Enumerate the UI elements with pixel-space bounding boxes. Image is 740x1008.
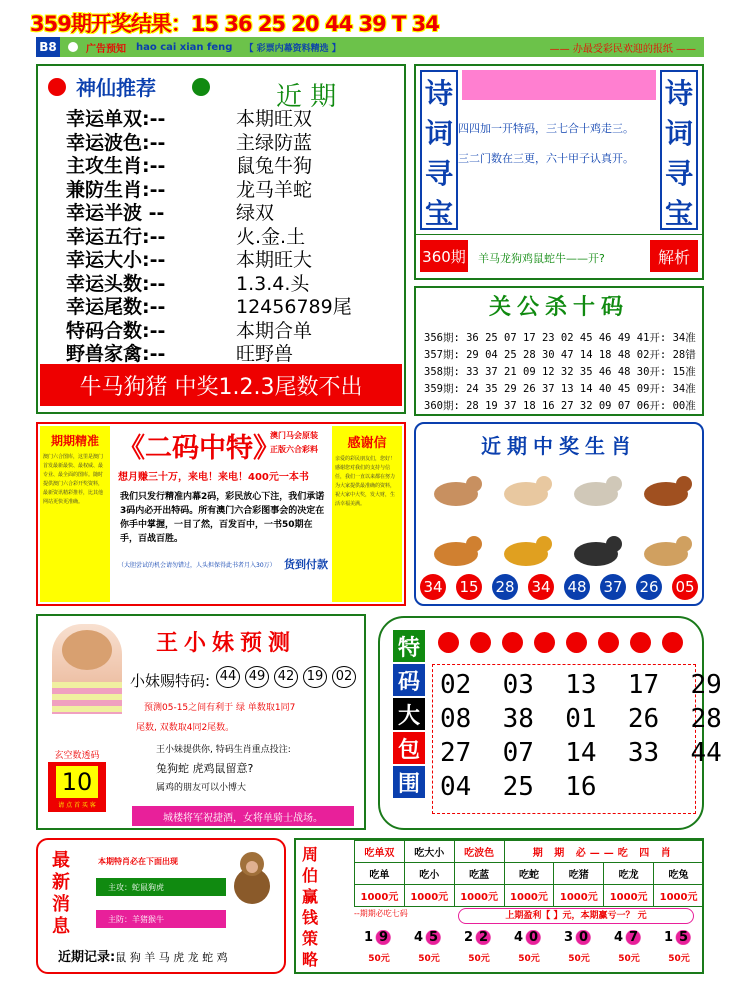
row-value: 本期合单 bbox=[236, 319, 313, 342]
col-danshuang: 吃单双 bbox=[355, 841, 405, 863]
draw-result-title: 359期开奖结果：15 36 25 20 44 39 T 34 bbox=[30, 12, 439, 36]
pink-banner bbox=[462, 70, 656, 100]
row-value: 绿双 bbox=[236, 202, 275, 224]
shenxian-banner: 牛马狗猪 中奖1.2.3尾数不出 bbox=[38, 362, 404, 408]
tema-ball bbox=[534, 632, 555, 653]
ad-pinyin: hao cai xian feng bbox=[136, 41, 233, 53]
tema-row: 02 03 13 17 29 bbox=[440, 670, 722, 700]
pick-cell: 吃猪 bbox=[554, 863, 604, 885]
poem-side-left bbox=[420, 70, 458, 230]
shenxian-row bbox=[66, 249, 313, 271]
xuan-num: 10 bbox=[56, 766, 98, 798]
xuan-sub: 请 点 首 买 客 bbox=[58, 802, 96, 809]
erma-title: 《二码中特》 bbox=[118, 433, 280, 464]
erma-left bbox=[40, 426, 110, 602]
tema-ball bbox=[566, 632, 587, 653]
zhoubo-table bbox=[354, 840, 704, 907]
row-label: 幸运头数:-- bbox=[66, 272, 166, 295]
side-char: 词 bbox=[664, 117, 693, 150]
explain-badge: 解析 bbox=[650, 240, 698, 272]
code-bet: 50元 bbox=[368, 954, 390, 964]
dot-icon bbox=[68, 42, 78, 52]
erma-body: 我们只发行精准内幕2码，彩民放心下注，我们承诺3码内必开出特码。所有澳门六合彩图事会的决定在你手中掌握，一目了然，百发百中，一书50期在手，百战百胜。 bbox=[120, 492, 325, 544]
cod-label: 货到付款 bbox=[284, 558, 328, 571]
code-bet: 50元 bbox=[518, 954, 540, 964]
news-title: 最 新 消 息 bbox=[52, 850, 70, 937]
tema-ball bbox=[438, 632, 459, 653]
code-cell bbox=[508, 930, 550, 964]
erma-side-1: 澳门马会原装 bbox=[270, 431, 318, 440]
tema-row: 08 38 01 26 28 bbox=[440, 704, 722, 734]
side-char: 诗 bbox=[424, 77, 453, 110]
xuan-box bbox=[48, 762, 106, 812]
zodiac-ball: 34 bbox=[420, 574, 446, 600]
bet-cell: 1000元 bbox=[554, 885, 604, 907]
kill-row: 358期: 33 37 21 09 12 32 35 46 48 30开: 15准 bbox=[424, 366, 696, 378]
shenxian-row bbox=[66, 108, 313, 130]
side-char: 宝 bbox=[664, 197, 693, 230]
predict-2: 尾数, 双数取4同2尾数。 bbox=[136, 723, 235, 733]
bet-cell: 1000元 bbox=[404, 885, 454, 907]
poem-line-1: 四四加一开特码，三七合十鸡走三。 bbox=[458, 122, 634, 135]
pick-cell: 吃蛇 bbox=[504, 863, 554, 885]
row-value: 主绿防蓝 bbox=[236, 131, 313, 154]
thanks-title: 感谢信 bbox=[347, 436, 387, 451]
bracket-text: 【 彩票内幕资料精选 】 bbox=[244, 43, 341, 54]
side-char: 诗 bbox=[664, 77, 693, 110]
gift-num: 44 bbox=[216, 666, 240, 688]
zhoubo-title: 周 伯 赢 钱 策 略 bbox=[302, 845, 319, 969]
wxm-intro: 王小妹提供你, 特码生肖重点投注: bbox=[156, 745, 291, 755]
bet-cell: 1000元 bbox=[654, 885, 704, 907]
record-line: 近期记录:鼠 狗 羊 马 虎 龙 蛇 鸡 bbox=[58, 950, 228, 965]
tema-row: 27 07 14 33 44 bbox=[440, 738, 722, 768]
row-value: 本期旺双 bbox=[236, 108, 313, 130]
sheep-icon bbox=[568, 464, 626, 512]
main-guard: 主防： 羊猪猴牛 bbox=[96, 910, 226, 928]
wxm-friend: 属鸡的朋友可以小博大 bbox=[156, 783, 247, 793]
wxm-zodiac: 兔狗蛇 虎鸡鼠留意? bbox=[156, 762, 254, 775]
predict-1: 预测05-15之间有利于 绿 单数取1同7 bbox=[144, 703, 296, 713]
row-label: 兼防生肖:-- bbox=[66, 178, 166, 201]
row-label: 野兽家禽:-- bbox=[66, 343, 166, 365]
code-cell bbox=[558, 930, 600, 964]
erma-left-text: 澳门六合图库，这里是澳门首发最新最快、最权威、最专业、最全面的图库。随时提供澳门六合彩开奖资料，最新资讯精彩推荐，比其他网站更快更准确。 bbox=[43, 454, 104, 505]
poem-side-right bbox=[660, 70, 698, 230]
pick-cell: 吃龙 bbox=[604, 863, 654, 885]
monkey-icon bbox=[228, 848, 276, 904]
row-value: 龙马羊蛇 bbox=[236, 178, 313, 201]
code-cell bbox=[458, 930, 500, 964]
col-sixiao: 期 期 必——吃 四 肖 bbox=[504, 841, 703, 863]
shenxian-panel bbox=[36, 64, 406, 414]
tema-ball bbox=[502, 632, 523, 653]
shenxian-row bbox=[66, 155, 313, 177]
code-num: 22 bbox=[458, 930, 500, 945]
row-value: 本期旺大 bbox=[236, 249, 313, 271]
kill-row: 360期: 28 19 37 18 16 27 32 09 07 06开: 00准 bbox=[424, 400, 696, 412]
profit-line: 上期盈利【 】元，本期赢亏一？ 元 bbox=[458, 908, 694, 924]
poem-riddle: 羊马龙狗鸡鼠蛇牛——开? bbox=[478, 252, 605, 265]
pick-cell: 吃蓝 bbox=[454, 863, 504, 885]
tema-ball bbox=[630, 632, 651, 653]
col-bose: 吃波色 bbox=[454, 841, 504, 863]
zodiac-ball: 37 bbox=[600, 574, 626, 600]
row-value: 旺野兽 bbox=[236, 343, 294, 365]
row-value: 鼠兔牛狗 bbox=[236, 155, 313, 177]
issue-badge: 360期 bbox=[420, 240, 468, 272]
dog-icon bbox=[498, 464, 556, 512]
row-label: 幸运半波 -- bbox=[66, 202, 165, 224]
seven-label: --期期必吃七码 bbox=[354, 909, 408, 918]
zodiac-ball: 28 bbox=[492, 574, 518, 600]
pick-cell: 吃小 bbox=[404, 863, 454, 885]
row-value: 火.金.土 bbox=[236, 225, 306, 248]
code-cell bbox=[358, 930, 400, 964]
zodiac-title: 近期中奖生肖 bbox=[481, 434, 637, 458]
dragon-icon bbox=[498, 524, 556, 572]
erma-panel bbox=[36, 422, 406, 606]
side-char: 宝 bbox=[424, 197, 453, 230]
zodiac-ball: 15 bbox=[456, 574, 482, 600]
tema-side-char: 围 bbox=[393, 766, 425, 798]
code-bet: 50元 bbox=[418, 954, 440, 964]
pick-cell: 吃兔 bbox=[654, 863, 704, 885]
code-cell bbox=[608, 930, 650, 964]
zodiac-ball: 34 bbox=[528, 574, 554, 600]
shenxian-row bbox=[66, 272, 310, 295]
shenxian-row bbox=[66, 296, 352, 318]
girl-photo bbox=[52, 624, 122, 714]
zodiac-ball: 26 bbox=[636, 574, 662, 600]
row-label: 幸运五行:-- bbox=[66, 225, 166, 248]
kill-row: 359期: 24 35 29 26 37 13 14 40 45 09开: 34准 bbox=[424, 383, 696, 395]
rooster-icon bbox=[638, 524, 696, 572]
horse-icon bbox=[638, 464, 696, 512]
news-panel bbox=[36, 838, 286, 974]
tema-ball bbox=[662, 632, 683, 653]
snake-icon bbox=[568, 524, 626, 572]
news-headline: 本期特肖必在下面出现 bbox=[98, 857, 178, 866]
bet-cell: 1000元 bbox=[604, 885, 654, 907]
kill-row: 356期: 36 25 07 17 23 02 45 46 49 41开: 34准 bbox=[424, 332, 696, 344]
tema-ball bbox=[598, 632, 619, 653]
code-num: 15 bbox=[658, 930, 700, 945]
tema-row: 04 25 16 bbox=[440, 772, 597, 802]
zodiac-ball: 05 bbox=[672, 574, 698, 600]
row-label: 特码合数:-- bbox=[66, 319, 166, 342]
shenxian-row bbox=[66, 225, 306, 248]
side-char: 寻 bbox=[424, 157, 453, 190]
shenxian-title: 神仙推荐 bbox=[76, 76, 156, 100]
row-label: 幸运波色:-- bbox=[66, 131, 166, 154]
side-char: 词 bbox=[424, 117, 453, 150]
slogan: —— 办最受彩民欢迎的报纸 —— bbox=[549, 43, 696, 55]
shenxian-row bbox=[66, 131, 313, 154]
page-code: B8 bbox=[36, 37, 60, 57]
bet-cell: 1000元 bbox=[504, 885, 554, 907]
col-daxiao: 吃大小 bbox=[404, 841, 454, 863]
erma-promo: 想月赚三十万，来电！来电！400元一本书 bbox=[118, 472, 309, 483]
recent-label: 近 期 bbox=[276, 82, 337, 112]
erma-left-title: 期期精准 bbox=[50, 434, 99, 448]
shenxian-row bbox=[66, 178, 313, 201]
row-label: 幸运尾数:-- bbox=[66, 296, 166, 318]
shenxian-row bbox=[66, 202, 275, 224]
row-label: 幸运单双:-- bbox=[66, 108, 166, 130]
xuan-label: 玄空数透码 bbox=[54, 751, 100, 761]
red-dot-icon bbox=[48, 78, 66, 96]
side-char: 寻 bbox=[664, 157, 693, 190]
row-value: 1.3.4.头 bbox=[236, 272, 310, 295]
code-bet: 50元 bbox=[618, 954, 640, 964]
code-cell bbox=[658, 930, 700, 964]
main-attack: 主攻： 蛇鼠狗虎 bbox=[96, 878, 226, 896]
shenxian-row bbox=[66, 343, 294, 365]
kill-title: 关公杀十码 bbox=[488, 295, 629, 320]
code-num: 47 bbox=[608, 930, 650, 945]
zhoubo-panel bbox=[294, 838, 704, 974]
bet-cell: 1000元 bbox=[355, 885, 405, 907]
wangxiaomei-panel bbox=[36, 614, 366, 830]
pick-cell: 吃单 bbox=[355, 863, 405, 885]
code-num: 40 bbox=[508, 930, 550, 945]
tema-side-char: 码 bbox=[393, 664, 425, 696]
gift-label: 小妹赐特码: bbox=[130, 672, 211, 690]
code-cell bbox=[408, 930, 450, 964]
tiger-icon bbox=[428, 524, 486, 572]
bet-cell: 1000元 bbox=[454, 885, 504, 907]
gift-num: 49 bbox=[245, 666, 269, 688]
gift-num: 19 bbox=[303, 666, 327, 688]
top-bar bbox=[36, 37, 704, 57]
poem-panel bbox=[414, 64, 704, 280]
zodiac-ball: 48 bbox=[564, 574, 590, 600]
erma-side-2: 正版六合彩料 bbox=[270, 445, 318, 454]
code-num: 30 bbox=[558, 930, 600, 945]
code-bet: 50元 bbox=[668, 954, 690, 964]
shenxian-row bbox=[66, 319, 313, 342]
wxm-title: 王小妹预测 bbox=[156, 630, 297, 656]
tema-ball bbox=[470, 632, 491, 653]
row-value: 12456789尾 bbox=[236, 296, 352, 318]
code-bet: 50元 bbox=[468, 954, 490, 964]
tema-side-char: 特 bbox=[393, 630, 425, 662]
code-num: 19 bbox=[358, 930, 400, 945]
hamster-icon bbox=[428, 464, 486, 512]
kill-row: 357期: 29 04 25 28 30 47 14 18 48 02开: 28错 bbox=[424, 349, 696, 361]
row-label: 幸运大小:-- bbox=[66, 249, 166, 271]
thanks-text: 亲爱的彩民朋友们，您好！感谢您对我们的支持与信任，我们一直以来都在努力为大家提供最准确的资料，祝大家中大奖，发大财，生活幸福美满。 bbox=[335, 456, 396, 507]
gift-num: 02 bbox=[332, 666, 356, 688]
code-num: 45 bbox=[408, 930, 450, 945]
erma-right bbox=[332, 426, 402, 602]
poem-line-2: 三二门数在三更，六十甲子认真开。 bbox=[458, 152, 634, 165]
tema-side-char: 包 bbox=[393, 732, 425, 764]
gift-num: 42 bbox=[274, 666, 298, 688]
code-bet: 50元 bbox=[568, 954, 590, 964]
erma-note: （大胆尝试的机会请勿错过，人头担保得此书者月入30万） bbox=[118, 562, 276, 569]
wxm-bottom: 城楼将军祝捷酒，女将单骑士战场。 bbox=[132, 806, 354, 826]
ad-label: 广告预知 bbox=[86, 43, 126, 55]
green-dot-icon bbox=[192, 78, 210, 96]
row-label: 主攻生肖:-- bbox=[66, 155, 166, 177]
tema-side-char: 大 bbox=[393, 698, 425, 730]
